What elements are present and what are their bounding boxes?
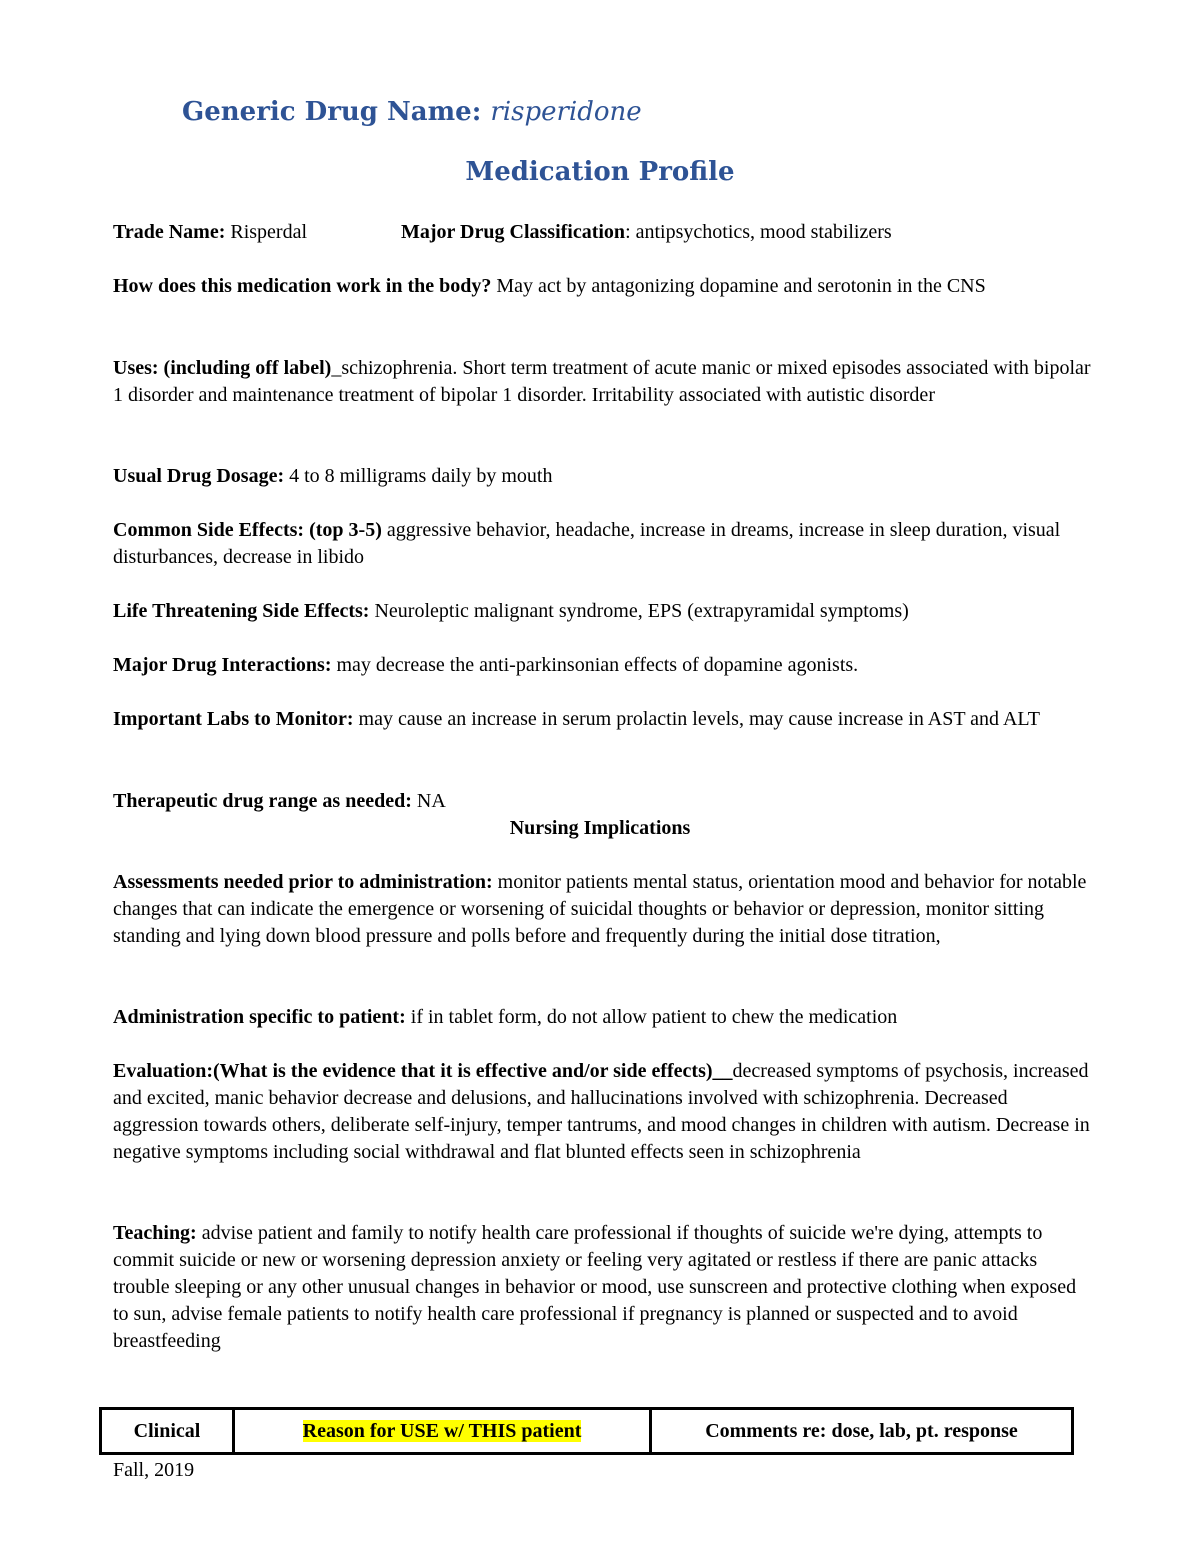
generic-drug-heading xyxy=(182,97,642,127)
side-effects-label: Common Side Effects: (top 3-5) xyxy=(113,519,382,541)
side-effects-text: aggressive behavior, headache, increase in dreams, increase in sleep duration, visual disturbances, decrease in libido xyxy=(113,519,1061,568)
classification-value: : antipsychotics, mood stabilizers xyxy=(625,221,892,243)
evaluation-label: Evaluation:(What is the evidence that it is effective and/or side effects)__ xyxy=(113,1060,733,1082)
administration-section xyxy=(113,1004,1093,1031)
nursing-implications-heading: Nursing Implications xyxy=(509,817,691,839)
evaluation-text: decreased symptoms of psychosis, increased and excited, manic behavior decrease and delusions, and hallucinations involved with schizophrenia. Decreased aggression towards others, deliberate self-injury, temper tantrums, and mood changes in children with autism. Decrease in negative symptoms including social withdrawal and flat blunted effects seen in schizophrenia xyxy=(113,1060,1090,1163)
dosage-section xyxy=(113,463,1093,490)
labs-section xyxy=(113,706,1093,733)
generic-drug-value: risperidone xyxy=(490,97,642,127)
interactions-text: may decrease the anti-parkinsonian effects of dopamine agonists. xyxy=(331,654,859,676)
dosage-label: Usual Drug Dosage: xyxy=(113,465,285,487)
table-header-clinical: Clinical xyxy=(101,1409,234,1454)
uses-section xyxy=(113,355,1093,409)
mechanism-section xyxy=(113,273,1093,300)
assessments-text: monitor patients mental status, orientation mood and behavior for notable changes that can indicate the emergence or worsening of suicidal thoughts or behavior or depression, monitor sitting standing and lying down blood pressure and polls before and frequently during the initial dose titration, xyxy=(113,871,1087,947)
evaluation-section xyxy=(113,1058,1093,1166)
administration-text: if in tablet form, do not allow patient to chew the medication xyxy=(405,1006,898,1028)
labs-text: may cause an increase in serum prolactin levels, may cause increase in AST and ALT xyxy=(353,708,1040,730)
therapeutic-range-section xyxy=(113,788,1093,815)
generic-drug-label: Generic Drug Name: xyxy=(182,97,482,127)
life-threatening-label: Life Threatening Side Effects: xyxy=(113,600,370,622)
teaching-section xyxy=(113,1220,1093,1355)
uses-label: Uses: (including off label) xyxy=(113,357,332,379)
side-effects-section xyxy=(113,517,1093,571)
teaching-text: advise patient and family to notify health care professional if thoughts of suicide we're dying, attempts to commit suicide or new or worsening depression anxiety or feeling very agitated or restless if there are panic attacks trouble sleeping or any other unusual changes in behavior or mood, use sunscreen and protective clothing when exposed to sun, advise female patients to notify health care professional if pregnancy is planned or suspected and to avoid breastfeeding xyxy=(113,1222,1077,1352)
life-threatening-section xyxy=(113,598,1093,625)
labs-label: Important Labs to Monitor: xyxy=(113,708,354,730)
page-title: Medication Profile xyxy=(465,157,735,187)
table-header-comments: Comments re: dose, lab, pt. response xyxy=(651,1409,1073,1454)
dosage-text: 4 to 8 milligrams daily by mouth xyxy=(284,465,553,487)
table-row xyxy=(101,1409,1073,1454)
therapeutic-range-label: Therapeutic drug range as needed: xyxy=(113,790,412,812)
mechanism-label: How does this medication work in the body? xyxy=(113,275,492,297)
assessments-label: Assessments needed prior to administration: xyxy=(113,871,493,893)
therapeutic-range-text: NA xyxy=(411,790,446,812)
trade-row xyxy=(113,219,1093,246)
teaching-label: Teaching: xyxy=(113,1222,197,1244)
clinical-table xyxy=(99,1407,1074,1455)
mechanism-text: May act by antagonizing dopamine and serotonin in the CNS xyxy=(491,275,986,297)
reason-highlight: Reason for USE w/ THIS patient xyxy=(302,1419,582,1442)
classification-label: Major Drug Classification xyxy=(401,221,626,243)
administration-label: Administration specific to patient: xyxy=(113,1006,406,1028)
life-threatening-text: Neuroleptic malignant syndrome, EPS (extrapyramidal symptoms) xyxy=(369,600,909,622)
uses-text: _schizophrenia. Short term treatment of acute manic or mixed episodes associated with bipolar 1 disorder and maintenance treatment of bipolar 1 disorder. Irritability associated with autistic disorder xyxy=(113,357,1091,406)
drug-classification xyxy=(401,219,892,246)
footer-term: Fall, 2019 xyxy=(113,1459,195,1481)
interactions-label: Major Drug Interactions: xyxy=(113,654,332,676)
interactions-section xyxy=(113,652,1093,679)
trade-name-value: Risperdal xyxy=(230,221,308,243)
table-header-reason xyxy=(234,1409,651,1454)
trade-name-label: Trade Name: xyxy=(113,221,226,243)
assessments-section xyxy=(113,869,1093,950)
